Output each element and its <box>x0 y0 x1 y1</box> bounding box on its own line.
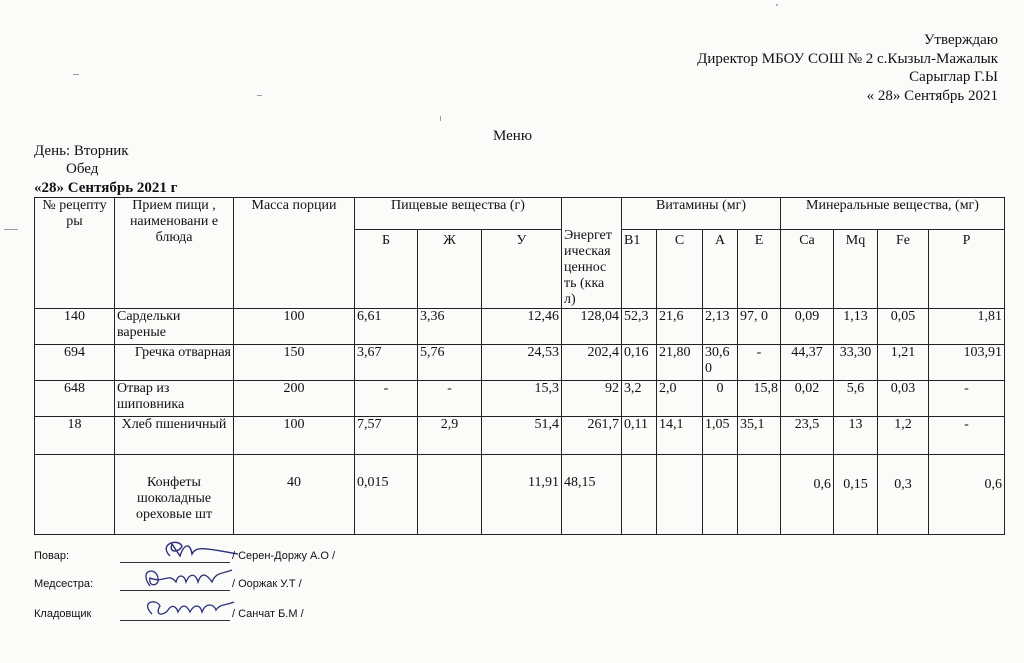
approval-line-date: « 28» Сентябрь 2021 <box>866 87 998 104</box>
page-title: Меню <box>493 128 533 144</box>
cell-mg: 13 <box>834 417 878 455</box>
header-nutrients: Пищевые вещества (г) <box>355 198 562 230</box>
header-recipe-no: № рецепту ры <box>35 198 115 309</box>
cell-mass: 200 <box>234 381 355 417</box>
cell-protein: - <box>355 381 418 417</box>
header-mass: Масса порции <box>234 198 355 309</box>
cell-vit-e: 15,8 <box>738 381 781 417</box>
cell-vit-c: 2,0 <box>657 381 703 417</box>
cell-carbs: 15,3 <box>482 381 562 417</box>
cell-vit-c: 21,6 <box>657 309 703 345</box>
table-row <box>35 381 1005 417</box>
cell-fat: 2,9 <box>418 417 482 455</box>
cell-carbs: 51,4 <box>482 417 562 455</box>
cell-b1: 3,2 <box>622 381 657 417</box>
cell-b1: 52,3 <box>622 309 657 345</box>
cell-fat: 5,76 <box>418 345 482 381</box>
approval-line-name: Сарыглар Г.Ы <box>909 69 998 85</box>
cell-fat: - <box>418 381 482 417</box>
cell-vit-e <box>738 455 781 535</box>
cell-p: 103,91 <box>929 345 1005 381</box>
menu-table <box>34 197 1005 535</box>
cell-fe: 0,3 <box>878 455 929 535</box>
cell-vit-c: 21,80 <box>657 345 703 381</box>
cell-ca: 44,37 <box>781 345 834 381</box>
cell-mg: 1,13 <box>834 309 878 345</box>
cell-mg: 0,15 <box>834 455 878 535</box>
cell-dish: Сардельки вареные <box>115 309 234 345</box>
cell-carbs: 12,46 <box>482 309 562 345</box>
header-carbs: У <box>482 230 562 309</box>
signature-role: Повар: <box>34 550 70 562</box>
cell-protein: 0,015 <box>355 455 418 535</box>
cell-mass: 100 <box>234 417 355 455</box>
cell-mg: 33,30 <box>834 345 878 381</box>
approval-line-approve: Утверждаю <box>923 32 998 48</box>
cell-dish: Отвар из шиповника <box>115 381 234 417</box>
header-dish: Прием пищи , наименовани е блюда <box>115 198 234 309</box>
cell-mass: 40 <box>234 455 355 535</box>
day-label: День: Вторник <box>34 143 129 159</box>
cell-vit-a <box>703 455 738 535</box>
cell-p: - <box>929 417 1005 455</box>
cell-fat <box>418 455 482 535</box>
cell-vit-c: 14,1 <box>657 417 703 455</box>
cell-vit-e: 97, 0 <box>738 309 781 345</box>
header-protein: Б <box>355 230 418 309</box>
approval-block <box>697 31 998 105</box>
header-vit-c: С <box>657 230 703 309</box>
cell-vit-a: 2,13 <box>703 309 738 345</box>
cell-p: 1,81 <box>929 309 1005 345</box>
cell-fe: 1,2 <box>878 417 929 455</box>
cell-vit-a: 0 <box>703 381 738 417</box>
cell-energy: 48,15 <box>562 455 622 535</box>
header-mg: Mq <box>834 230 878 309</box>
header-energy: Энергет ическая ценнос ть (кка л) <box>562 198 622 309</box>
cell-energy: 92 <box>562 381 622 417</box>
cell-energy: 261,7 <box>562 417 622 455</box>
cell-energy: 128,04 <box>562 309 622 345</box>
signature-line <box>120 590 230 591</box>
header-vit-e: Е <box>738 230 781 309</box>
cell-recipe-no <box>35 455 115 535</box>
cell-vit-a: 1,05 <box>703 417 738 455</box>
cell-p: 0,6 <box>929 455 1005 535</box>
cell-p: - <box>929 381 1005 417</box>
cell-fe: 0,05 <box>878 309 929 345</box>
header-vit-a: А <box>703 230 738 309</box>
cell-b1 <box>622 455 657 535</box>
header-b1: В1 <box>622 230 657 309</box>
table-row <box>35 345 1005 381</box>
cell-ca: 0,02 <box>781 381 834 417</box>
scan-speck <box>73 74 79 75</box>
cell-protein: 7,57 <box>355 417 418 455</box>
signature-name: / Ооржак У.Т / <box>232 578 302 590</box>
cell-b1: 0,11 <box>622 417 657 455</box>
cell-protein: 3,67 <box>355 345 418 381</box>
header-fe: Fe <box>878 230 929 309</box>
signature-line <box>120 620 230 621</box>
signature-name: / Серен-Доржу А.О / <box>232 550 336 562</box>
scan-speck <box>4 229 18 230</box>
header-ca: Са <box>781 230 834 309</box>
meal-label: Обед <box>66 161 99 177</box>
handwritten-signature-icon <box>120 594 240 622</box>
scan-speck <box>257 95 262 96</box>
cell-ca: 23,5 <box>781 417 834 455</box>
cell-carbs: 11,91 <box>482 455 562 535</box>
cell-mass: 150 <box>234 345 355 381</box>
header-vitamins: Витамины (мг) <box>622 198 781 230</box>
header-p: Р <box>929 230 1005 309</box>
approval-line-director: Директор МБОУ СОШ № 2 с.Кызыл-Мажалык <box>697 50 998 67</box>
cell-mg: 5,6 <box>834 381 878 417</box>
scan-speck <box>440 116 441 121</box>
cell-recipe-no: 694 <box>35 345 115 381</box>
cell-recipe-no: 648 <box>35 381 115 417</box>
header-minerals: Минеральные вещества, (мг) <box>781 198 1005 230</box>
cell-protein: 6,61 <box>355 309 418 345</box>
table-row <box>35 455 1005 535</box>
table-row <box>35 309 1005 345</box>
cell-vit-a: 30,6 0 <box>703 345 738 381</box>
cell-ca: 0,09 <box>781 309 834 345</box>
cell-mass: 100 <box>234 309 355 345</box>
cell-dish: Хлеб пшеничный <box>115 417 234 455</box>
cell-dish: Гречка отварная <box>115 345 234 381</box>
cell-ca: 0,6 <box>781 455 834 535</box>
cell-carbs: 24,53 <box>482 345 562 381</box>
signature-role: Кладовщик <box>34 608 92 620</box>
handwritten-signature-icon <box>120 536 240 562</box>
header-fat: Ж <box>418 230 482 309</box>
cell-vit-c <box>657 455 703 535</box>
menu-date: «28» Сентябрь 2021 г <box>34 180 178 196</box>
cell-recipe-no: 140 <box>35 309 115 345</box>
cell-fat: 3,36 <box>418 309 482 345</box>
cell-dish: Конфеты шоколадные ореховые шт <box>115 455 234 535</box>
table-row <box>35 417 1005 455</box>
cell-recipe-no: 18 <box>35 417 115 455</box>
signature-line <box>120 562 230 563</box>
cell-vit-e: 35,1 <box>738 417 781 455</box>
cell-fe: 1,21 <box>878 345 929 381</box>
cell-vit-e: - <box>738 345 781 381</box>
signature-role: Медсестра: <box>34 578 94 590</box>
cell-fe: 0,03 <box>878 381 929 417</box>
cell-b1: 0,16 <box>622 345 657 381</box>
signature-name: / Санчат Б.М / <box>232 608 304 620</box>
cell-energy: 202,4 <box>562 345 622 381</box>
scan-speck <box>776 4 778 6</box>
